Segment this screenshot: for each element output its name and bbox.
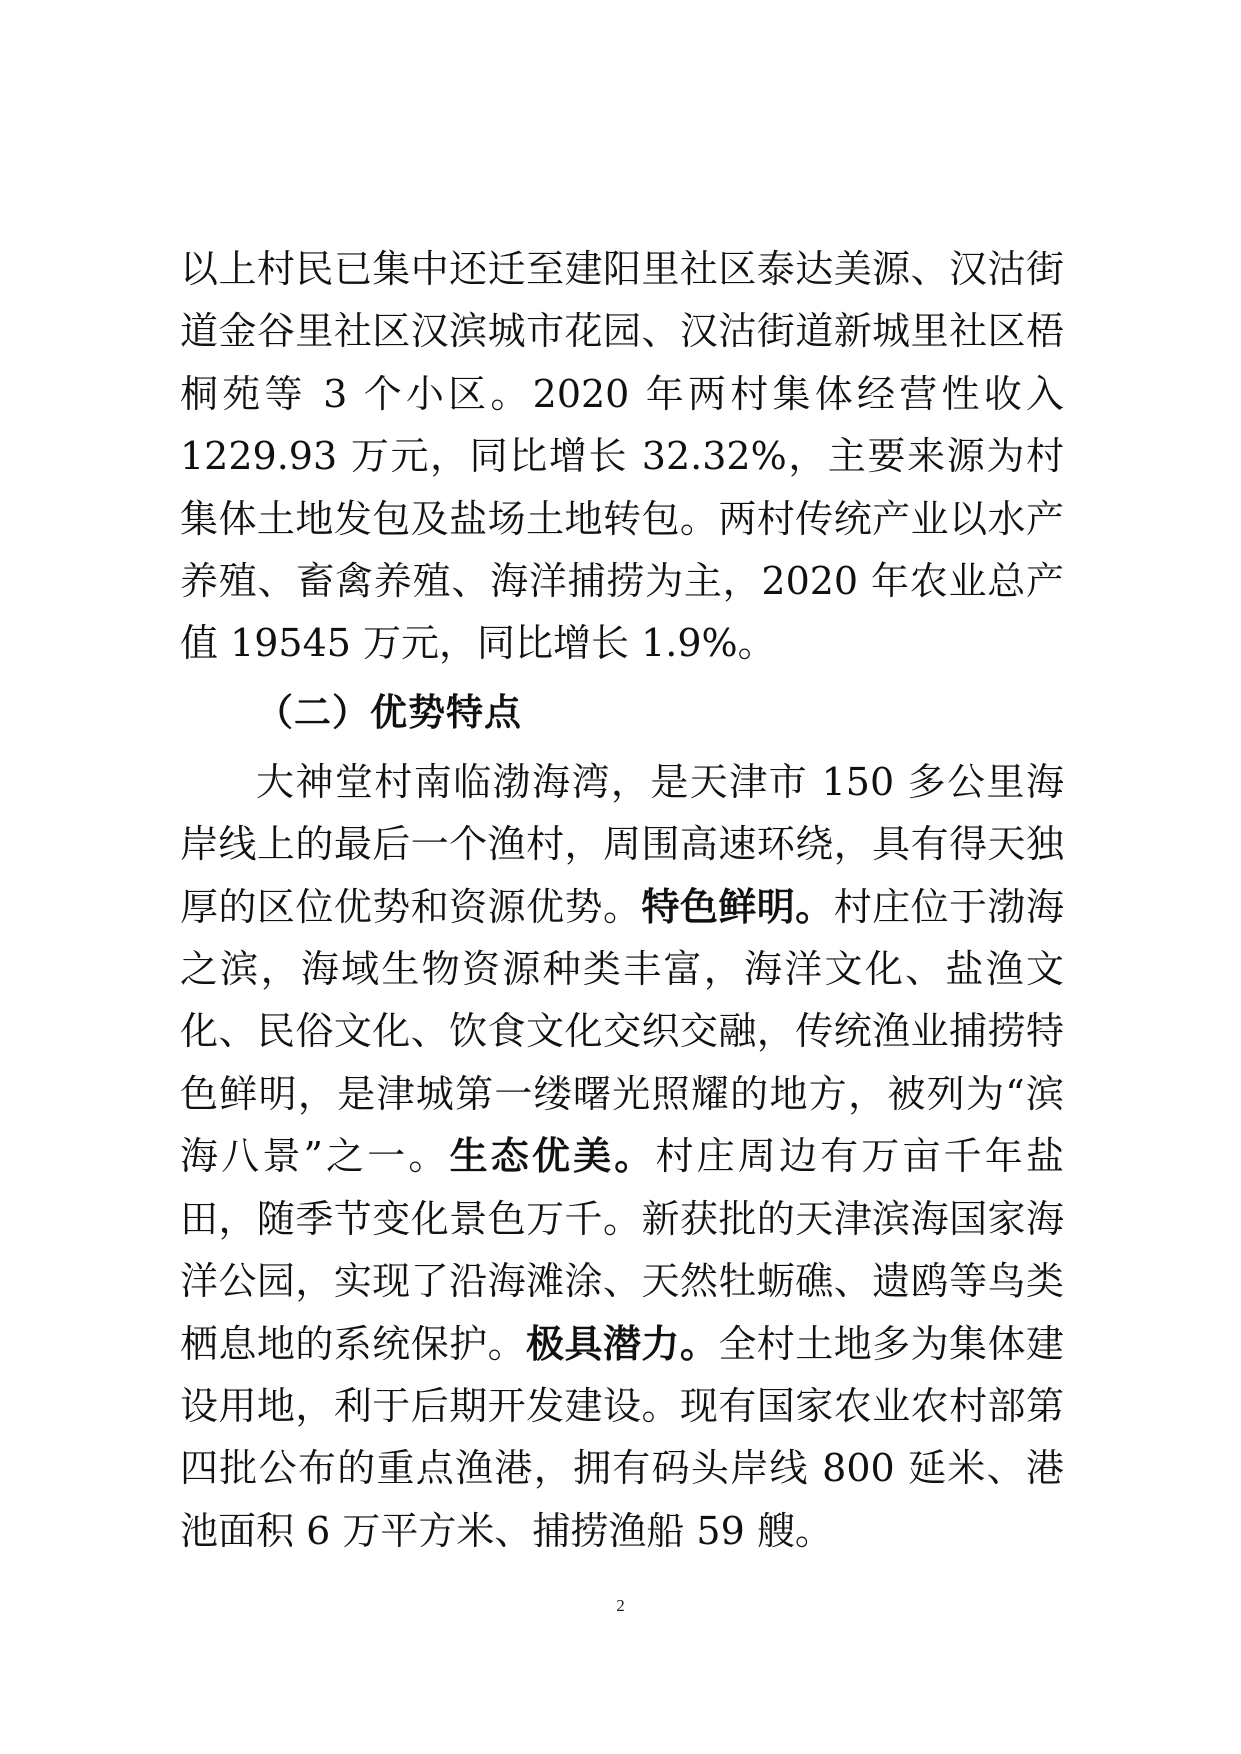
- body-text: [180, 238, 1064, 1562]
- bold-potential: 极具潜力。: [526, 1321, 719, 1366]
- ecology-text: 村庄周边有万亩千年盐田，随季节变化景色万千。新获批的天津滨海国家海洋公园，实现了沿海滩涂、天然牡蛎礁、遗鸥等鸟类栖息地的系统保护。: [180, 1134, 1064, 1366]
- bold-distinctive: 特色鲜明。: [641, 884, 834, 929]
- paragraph-advantages: [180, 751, 1064, 1562]
- advantages-intro: 大神堂村南临渤海湾，是天津市 150 多公里海岸线上的最后一个渔村，周围高速环绕，具有得天独厚的区位优势和资源优势。: [180, 759, 1064, 929]
- page-number: 2: [616, 1596, 625, 1615]
- paragraph-continued: 以上村民已集中还迁至建阳里社区泰达美源、汉沽街道金谷里社区汉滨城市花园、汉沽街道新城里社区梧桐苑等 3 个小区。2020 年两村集体经营性收入 1229.93 万元，同比增长 32.32%，主要来源为村集体土地发包及盐场土地转包。两村传统产业以水产养殖、畜禽养殖、海洋捕捞为主，2020 年农业总产值 19545 万元，同比增长 1.9%。: [180, 247, 1064, 666]
- distinctive-text: 村庄位于渤海之滨，海域生物资源种类丰富，海洋文化、盐渔文化、民俗文化、饮食文化交织交融，传统渔业捕捞特色鲜明，是津城第一缕曙光照耀的地方，被列为“滨海八景”之一。: [180, 884, 1064, 1179]
- bold-ecology: 生态优美。: [449, 1134, 656, 1179]
- potential-text: 全村土地多为集体建设用地，利于后期开发建设。现有国家农业农村部第四批公布的重点渔港，拥有码头岸线 800 延米、港池面积 6 万平方米、捕捞渔船 59 艘。: [180, 1321, 1064, 1553]
- section-heading: （二）优势特点: [256, 690, 522, 734]
